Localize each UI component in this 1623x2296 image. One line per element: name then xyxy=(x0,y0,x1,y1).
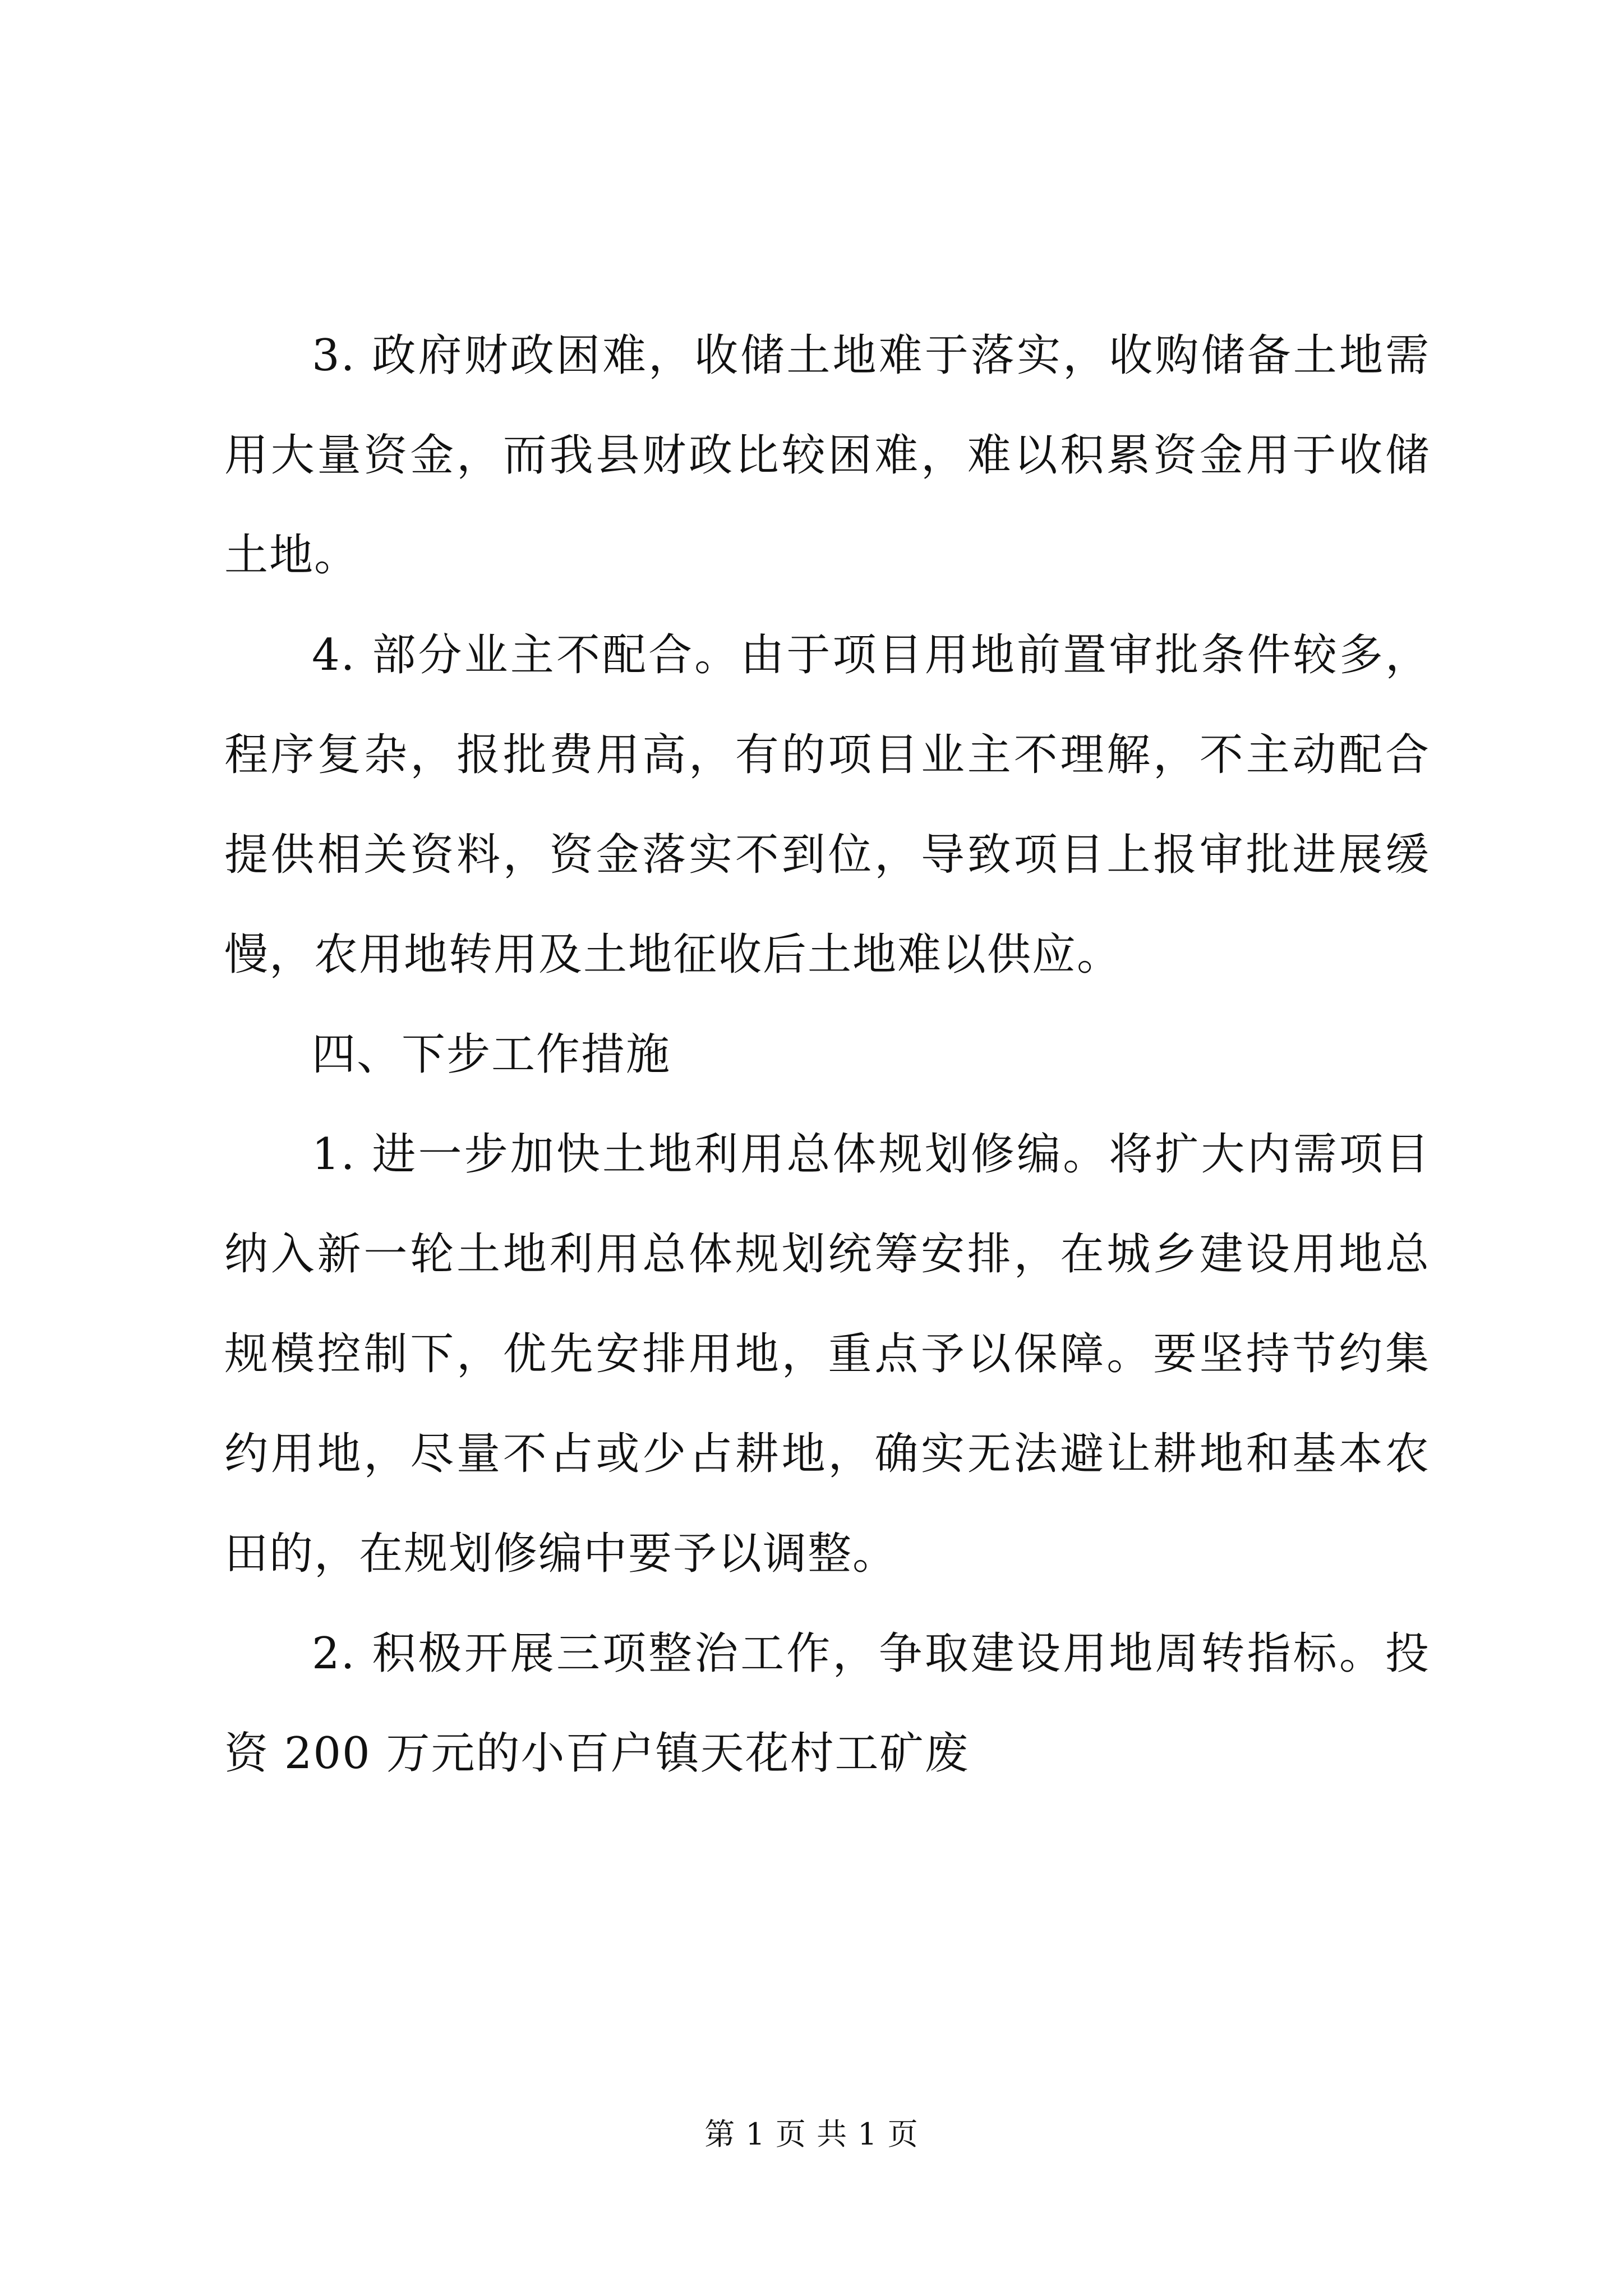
paragraph-item-3: 3. 政府财政困难，收储土地难于落实，收购储备土地需用大量资金，而我县财政比较困难，难以积累资金用于收储土地。 xyxy=(224,330,1430,581)
paragraph-measure-2: 2. 积极开展三项整治工作，争取建设用地周转指标。投资 200 万元的小百户镇天花村工矿废 xyxy=(224,1628,1430,1779)
document-body xyxy=(224,306,1430,1803)
page-number-footer: 第 1 页 共 1 页 xyxy=(704,2116,919,2152)
section-heading: 四、下步工作措施 xyxy=(312,1029,671,1080)
paragraph-measure-1: 1. 进一步加快土地利用总体规划修编。将扩大内需项目纳入新一轮土地利用总体规划统筹安排，在城乡建设用地总规模控制下，优先安排用地，重点予以保障。要坚持节约集约用地，尽量不占或少占耕地，确实无法避让耕地和基本农田的，在规划修编中要予以调整。 xyxy=(224,1129,1430,1579)
paragraph-item-4: 4. 部分业主不配合。由于项目用地前置审批条件较多，程序复杂，报批费用高，有的项目业主不理解，不主动配合提供相关资料，资金落实不到位，导致项目上报审批进展缓慢，农用地转用及土地征收后土地难以供应。 xyxy=(224,630,1430,980)
